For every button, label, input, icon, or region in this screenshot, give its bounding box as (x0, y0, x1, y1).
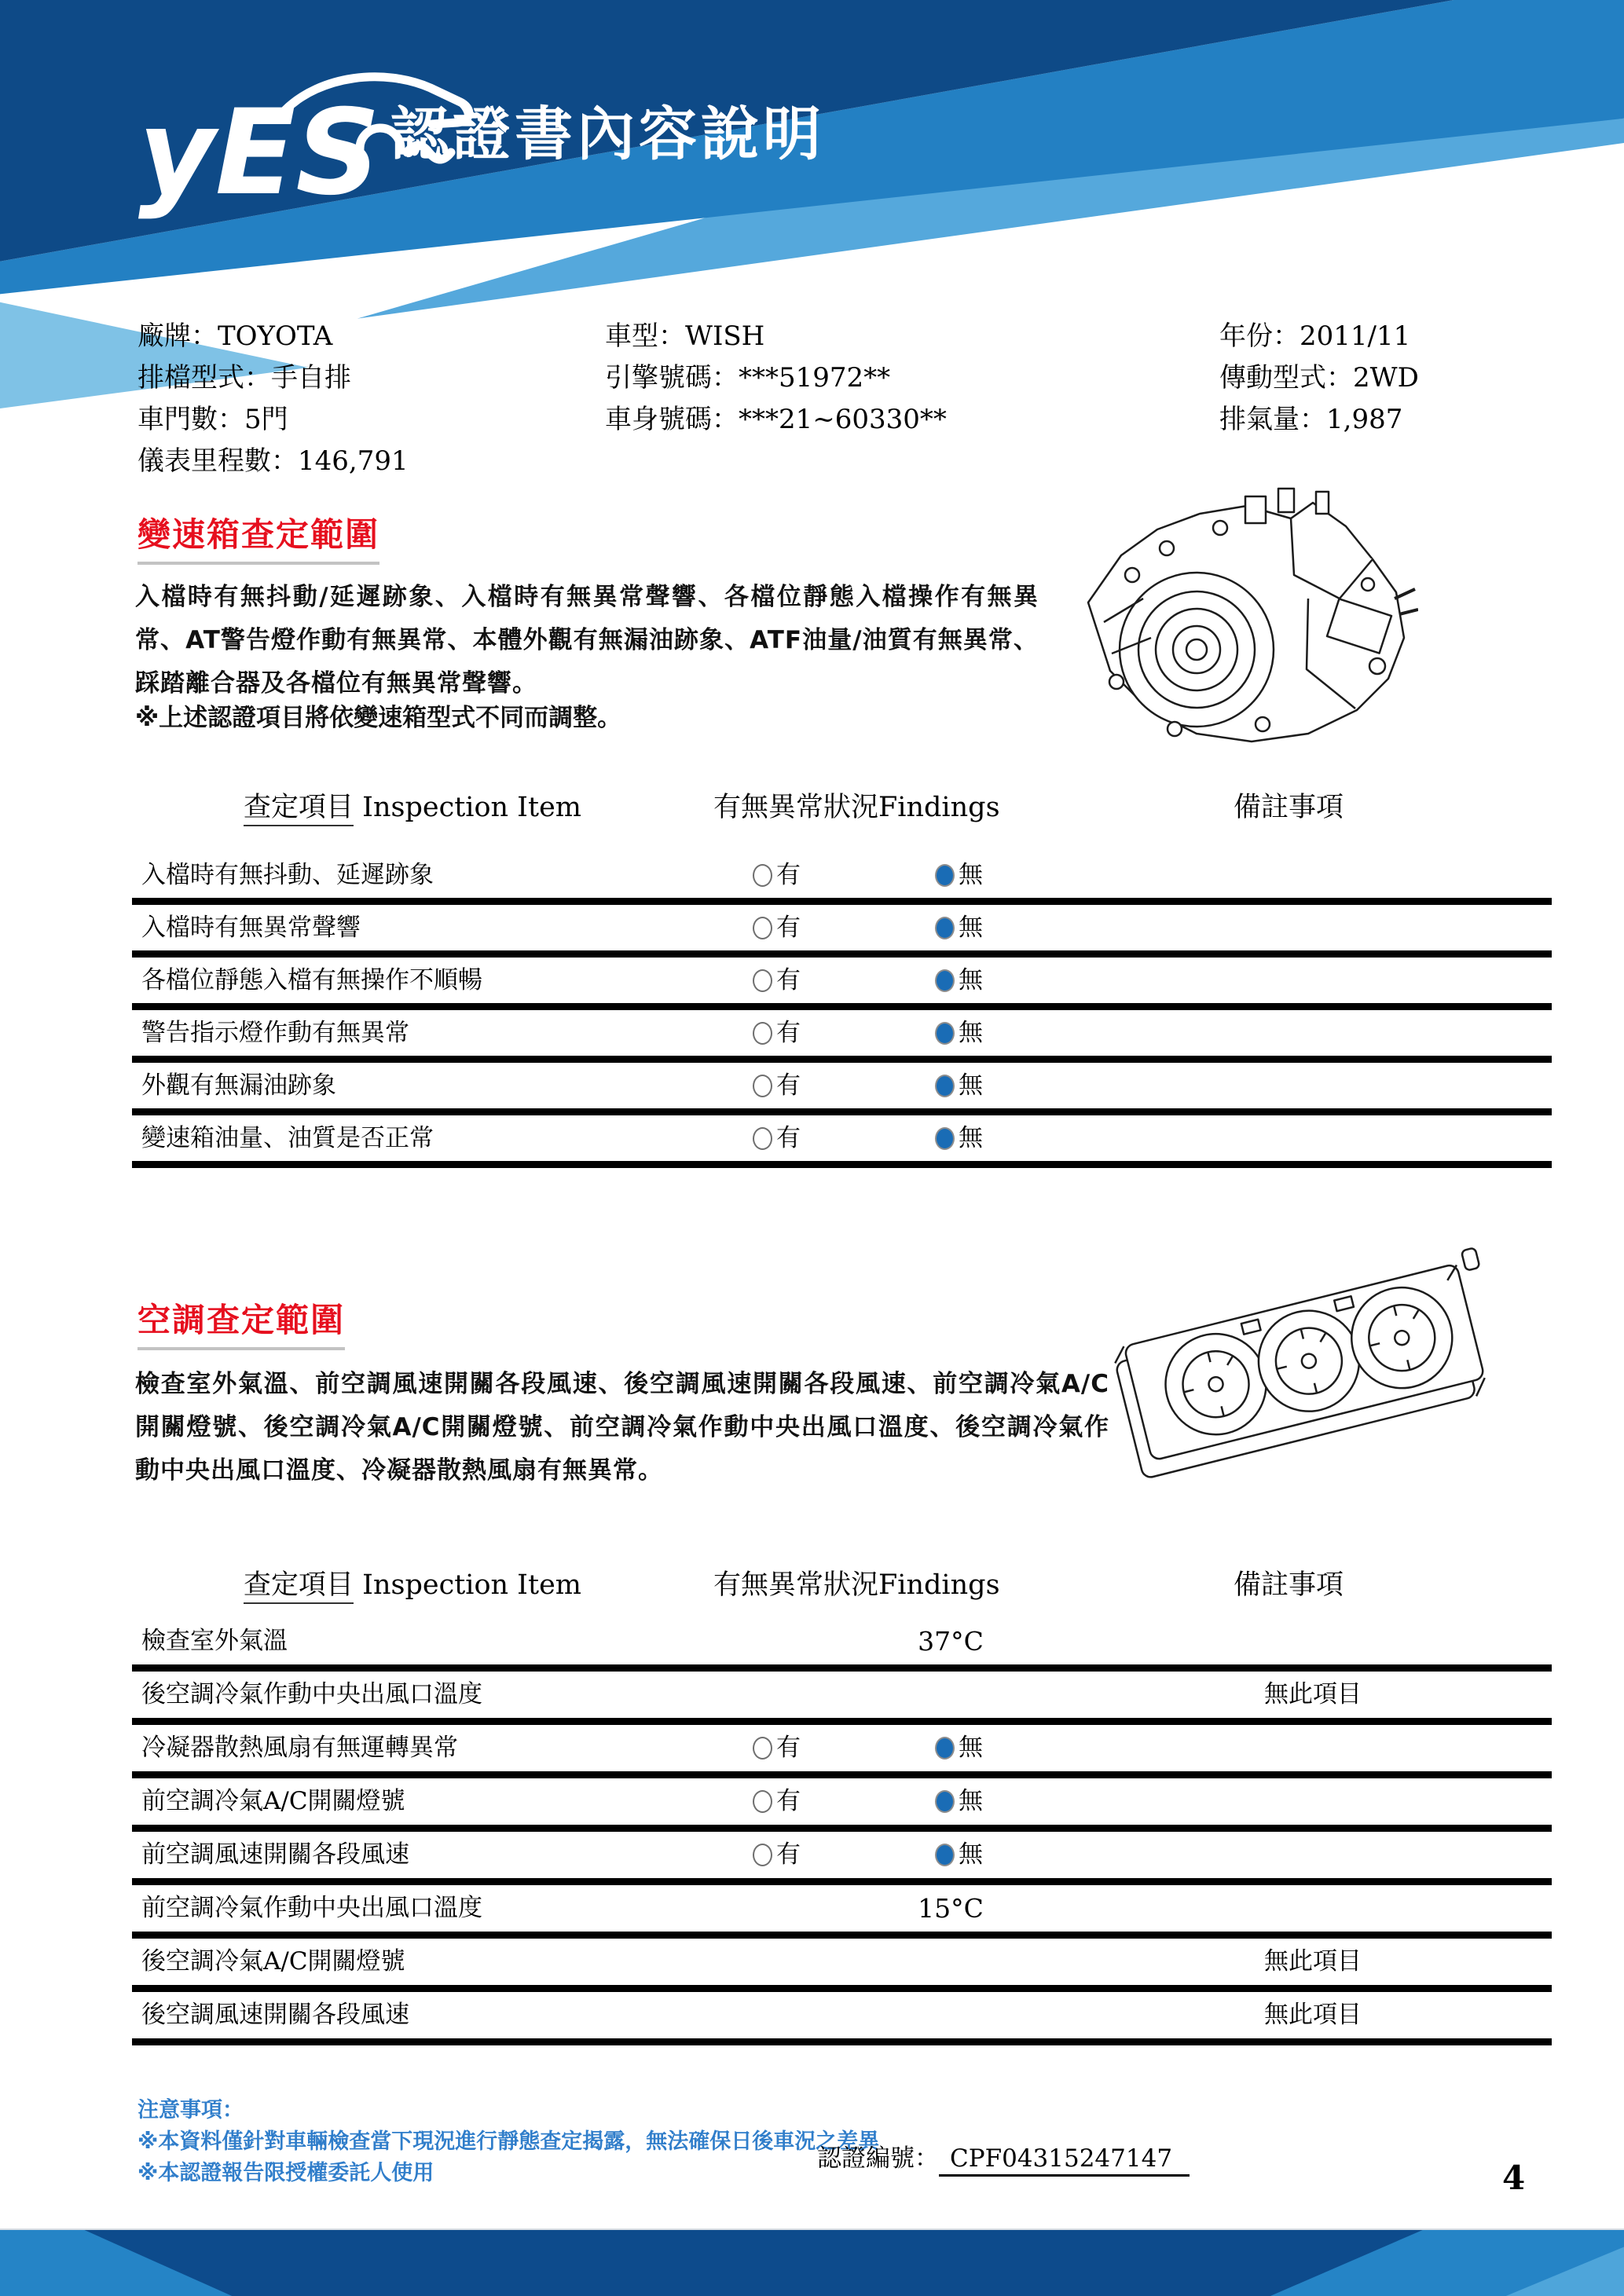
radio-unselected-icon (753, 1844, 772, 1866)
table-row (132, 1672, 1552, 1725)
radio-label: 無 (959, 1787, 983, 1815)
inspection-item-label: 前空調冷氣A/C開關燈號 (141, 1787, 405, 1815)
radio-label: 無 (959, 966, 983, 994)
radio-unselected-icon (753, 917, 772, 939)
radio-selected-icon (935, 1075, 955, 1097)
notice-line: ※本資料僅針對車輛檢查當下現況進行靜態查定揭露，無法確保日後車況之差異 (137, 2129, 880, 2154)
transmission-illustration (1057, 481, 1418, 760)
table-row (132, 905, 1552, 958)
inspection-item-label: 警告指示燈作動有無異常 (141, 1019, 409, 1047)
radio-label: 無 (959, 1019, 983, 1047)
radio-selected-icon (935, 864, 955, 887)
page-title: 認證書內容說明 (390, 101, 825, 168)
table-row (132, 958, 1552, 1010)
ac-description: 檢查室外氣溫、前空調風速開關各段風速、後空調風速開關各段風速、前空調冷氣A/C開關燈號、後空調冷氣A/C開關燈號、前空調冷氣作動中央出風口溫度、後空調冷氣作動中央出風口溫度、冷凝器散熱風扇有無異常。 (135, 1370, 1109, 1485)
radio-yes[interactable] (753, 1778, 801, 1825)
notice-title: 注意事項： (137, 2098, 244, 2122)
radio-selected-icon (935, 1844, 955, 1866)
radio-label: 有 (776, 966, 801, 994)
radio-yes[interactable] (753, 1725, 801, 1771)
radio-no[interactable] (935, 1115, 983, 1161)
radio-selected-icon (935, 1127, 955, 1150)
inspection-item-label: 檢查室外氣溫 (141, 1627, 288, 1655)
radio-yes[interactable] (753, 905, 801, 950)
table-row (132, 1063, 1552, 1115)
radio-yes[interactable] (753, 1115, 801, 1161)
radio-no[interactable] (935, 905, 983, 950)
info-line: 儀表里程數：146,791 (137, 445, 409, 477)
table-row (132, 1115, 1552, 1168)
inspection-item-label: 入檔時有無抖動、延遲跡象 (141, 861, 434, 889)
radio-unselected-icon (753, 1790, 772, 1813)
table-row (132, 1939, 1552, 1992)
info-line: 傳動型式：2WD (1219, 362, 1419, 394)
column-header-item: 查定項目 Inspection Item (244, 785, 581, 825)
table-row (132, 1010, 1552, 1063)
radio-selected-icon (935, 1022, 955, 1045)
finding-value: 37°C (918, 1626, 984, 1657)
radio-label: 無 (959, 1840, 983, 1869)
column-header-findings: 有無異常狀況Findings (713, 792, 1000, 823)
inspection-item-label: 前空調風速開關各段風速 (141, 1840, 409, 1869)
radio-label: 無 (959, 861, 983, 889)
radio-yes[interactable] (753, 852, 801, 898)
column-header-remark: 備註事項 (1234, 792, 1344, 823)
radio-yes[interactable] (753, 1063, 801, 1108)
table-row (132, 1618, 1552, 1672)
radio-label: 有 (776, 1787, 801, 1815)
transmission-note: ※上述認證項目將依變速箱型式不同而調整。 (135, 704, 622, 732)
cert-label: 認證編號： (817, 2144, 939, 2173)
info-line: 車門數：5門 (137, 404, 288, 435)
inspection-item-label: 後空調冷氣A/C開關燈號 (141, 1947, 405, 1976)
table-row (132, 1885, 1552, 1939)
info-line: 排氣量：1,987 (1219, 404, 1403, 435)
section-title-ac: 空調查定範圍 (137, 1294, 345, 1350)
info-line: 引擎號碼：***51972** (605, 362, 891, 394)
radio-yes[interactable] (753, 1010, 801, 1056)
inspection-item-label: 後空調冷氣作動中央出風口溫度 (141, 1680, 482, 1708)
radio-no[interactable] (935, 1832, 983, 1878)
radio-yes[interactable] (753, 958, 801, 1003)
radio-label: 無 (959, 1071, 983, 1100)
inspection-item-label: 冷凝器散熱風扇有無運轉異常 (141, 1734, 458, 1762)
table-row (132, 1725, 1552, 1778)
finding-value: 15°C (918, 1893, 984, 1924)
remark-label: 無此項目 (1264, 2001, 1362, 2029)
radio-label: 有 (776, 1840, 801, 1869)
radio-no[interactable] (935, 852, 983, 898)
inspection-item-label: 外觀有無漏油跡象 (141, 1071, 336, 1100)
radio-unselected-icon (753, 1075, 772, 1097)
radio-unselected-icon (753, 1022, 772, 1045)
radio-selected-icon (935, 969, 955, 992)
certificate-number-line (817, 2138, 1190, 2173)
radio-no[interactable] (935, 1010, 983, 1056)
table-row (132, 1832, 1552, 1885)
remark-label: 無此項目 (1264, 1947, 1362, 1976)
radio-no[interactable] (935, 1778, 983, 1825)
radio-unselected-icon (753, 1737, 772, 1760)
info-line: 廠牌：TOYOTA (137, 320, 333, 352)
radio-label: 有 (776, 1019, 801, 1047)
info-line: 排檔型式：手自排 (137, 362, 351, 394)
inspection-item-label: 各檔位靜態入檔有無操作不順暢 (141, 966, 482, 994)
column-header-item: 查定項目 Inspection Item (244, 1563, 581, 1602)
vehicle-info-column-3 (1219, 316, 1419, 441)
radio-label: 有 (776, 1071, 801, 1100)
radio-no[interactable] (935, 1063, 983, 1108)
inspection-item-label: 後空調風速開關各段風速 (141, 2001, 409, 2029)
radio-selected-icon (935, 1737, 955, 1760)
radio-unselected-icon (753, 1127, 772, 1150)
radio-unselected-icon (753, 864, 772, 887)
cert-number: CPF04315247147 (939, 2144, 1190, 2177)
info-line: 年份：2011/11 (1219, 320, 1411, 352)
column-header-findings: 有無異常狀況Findings (713, 1569, 1000, 1601)
info-line: 車型：WISH (605, 320, 765, 352)
radio-label: 無 (959, 1734, 983, 1762)
radio-yes[interactable] (753, 1832, 801, 1878)
radio-label: 有 (776, 1124, 801, 1152)
radio-label: 有 (776, 914, 801, 942)
vehicle-info-column-1 (137, 316, 409, 482)
transmission-description: 入檔時有無抖動/延遲跡象、入檔時有無異常聲響、各檔位靜態入檔操作有無異常、AT警告燈作動有無異常、本體外觀有無漏油跡象、ATF油量/油質有無異常、踩踏離合器及各檔位有無異常聲響。 (135, 583, 1039, 698)
radio-selected-icon (935, 1790, 955, 1813)
footer-band (0, 2228, 1624, 2296)
remark-label: 無此項目 (1264, 1680, 1362, 1708)
section-title-transmission: 變速箱查定範圍 (137, 509, 379, 565)
inspection-item-label: 前空調冷氣作動中央出風口溫度 (141, 1894, 482, 1922)
page-number: 4 (1502, 2159, 1526, 2197)
vehicle-info-column-2 (605, 316, 947, 441)
table-row (132, 852, 1552, 905)
radio-selected-icon (935, 917, 955, 939)
table-row (132, 1992, 1552, 2045)
ac-control-illustration (1096, 1218, 1505, 1489)
radio-no[interactable] (935, 1725, 983, 1771)
table-row (132, 1778, 1552, 1832)
radio-label: 有 (776, 861, 801, 889)
radio-no[interactable] (935, 958, 983, 1003)
column-header-remark: 備註事項 (1234, 1569, 1344, 1601)
info-line: 車身號碼：***21~60330** (605, 404, 947, 435)
radio-label: 無 (959, 1124, 983, 1152)
radio-label: 有 (776, 1734, 801, 1762)
footer-navy-shape (0, 2230, 1624, 2296)
radio-label: 無 (959, 914, 983, 942)
notice-line: ※本認證報告限授權委託人使用 (137, 2161, 434, 2185)
radio-unselected-icon (753, 969, 772, 992)
yes-logo-text: yES (138, 85, 381, 222)
inspection-item-label: 入檔時有無異常聲響 (141, 914, 361, 942)
inspection-item-label: 變速箱油量、油質是否正常 (141, 1124, 434, 1152)
